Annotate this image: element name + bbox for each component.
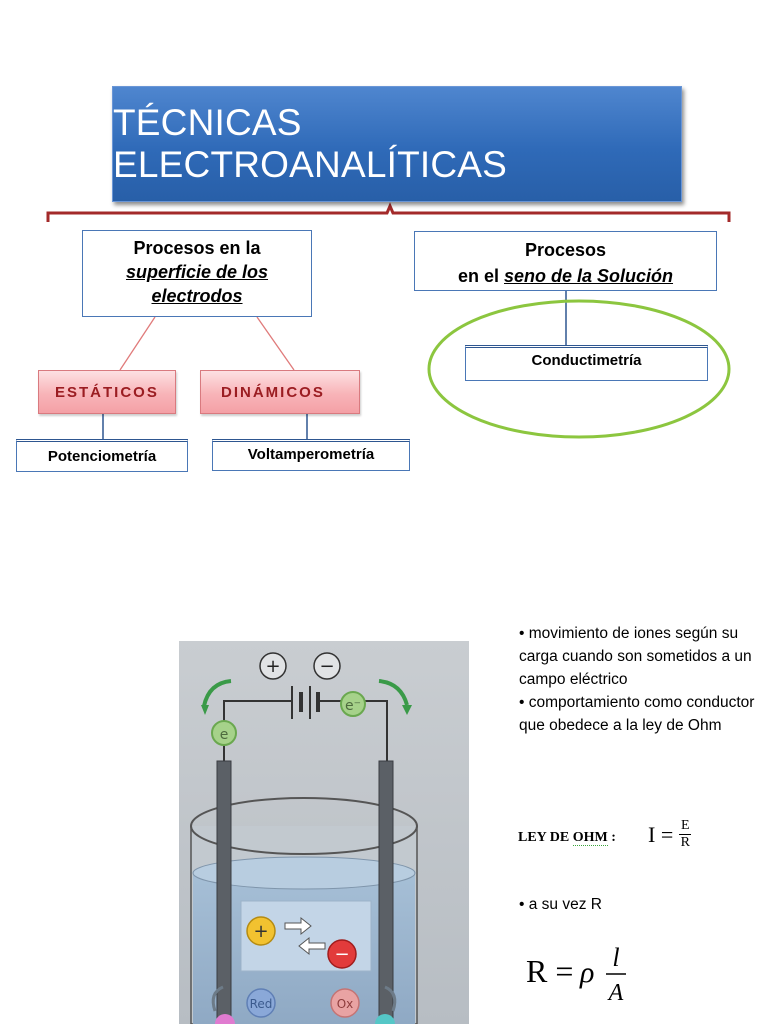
ohm-label-a: LEY DE bbox=[518, 830, 573, 845]
seno-box bbox=[414, 231, 717, 291]
ohm-fraction bbox=[679, 818, 691, 851]
ohm-label bbox=[518, 830, 616, 846]
conductimetria-box: Conductimetría bbox=[465, 345, 708, 381]
resistance-den: A bbox=[608, 980, 624, 1006]
red-label: Red bbox=[249, 997, 273, 1011]
superficie-line1: Procesos en la bbox=[133, 238, 261, 258]
page-title: TÉCNICAS ELECTROANALÍTICAS bbox=[112, 86, 682, 202]
minus-sign: − bbox=[319, 656, 335, 677]
ohm-law bbox=[518, 818, 768, 862]
dinamicos-box: DINÁMICOS bbox=[200, 370, 360, 414]
plus-sign: + bbox=[265, 656, 281, 677]
left-electrode bbox=[217, 761, 231, 1021]
resistance-num: l bbox=[612, 943, 620, 972]
seno-line2 bbox=[415, 263, 716, 289]
resistance-lhs: R = bbox=[526, 953, 574, 989]
resistance-equation bbox=[526, 938, 656, 1008]
superficie-line3: electrodos bbox=[151, 286, 243, 306]
ohm-num: E bbox=[680, 818, 690, 833]
seno-line1: Procesos bbox=[524, 240, 607, 260]
superficie-line2: superficie de los bbox=[125, 262, 269, 282]
bracket-line bbox=[48, 206, 729, 222]
rho-symbol: ρ bbox=[580, 956, 595, 989]
ox-label: Ox bbox=[336, 997, 354, 1011]
seno-emph: seno de la Solución bbox=[504, 266, 674, 286]
ohm-den: R bbox=[680, 835, 690, 850]
cation-sign: + bbox=[253, 921, 269, 942]
superficie-box bbox=[82, 230, 312, 317]
right-electrode bbox=[379, 761, 393, 1021]
ohm-label-c: : bbox=[607, 830, 616, 845]
connector-estaticos bbox=[120, 317, 155, 370]
electron-right-label: e⁻ bbox=[344, 698, 362, 714]
bullet-1: • movimiento de iones según su carga cuando son sometidos a un campo eléctrico bbox=[519, 625, 752, 688]
ohm-label-b: OHM bbox=[572, 830, 608, 845]
bullet-list bbox=[519, 622, 759, 737]
ohm-lhs: I = bbox=[648, 821, 674, 847]
a-su-vez: • a su vez R bbox=[519, 896, 602, 913]
voltamperometria-box: Voltamperometría bbox=[212, 439, 410, 471]
conductivity-cell-illustration bbox=[179, 641, 469, 1024]
electron-left-label: e bbox=[219, 727, 229, 743]
seno-prefix: en el bbox=[457, 266, 504, 286]
ohm-equation bbox=[648, 818, 691, 851]
anion-sign: − bbox=[334, 944, 350, 965]
bullet-2: • comportamiento como conductor que obedece a la ley de Ohm bbox=[519, 694, 755, 734]
estaticos-box: ESTÁTICOS bbox=[38, 370, 176, 414]
potenciometria-box: Potenciometría bbox=[16, 439, 188, 472]
connector-dinamicos bbox=[257, 317, 294, 370]
